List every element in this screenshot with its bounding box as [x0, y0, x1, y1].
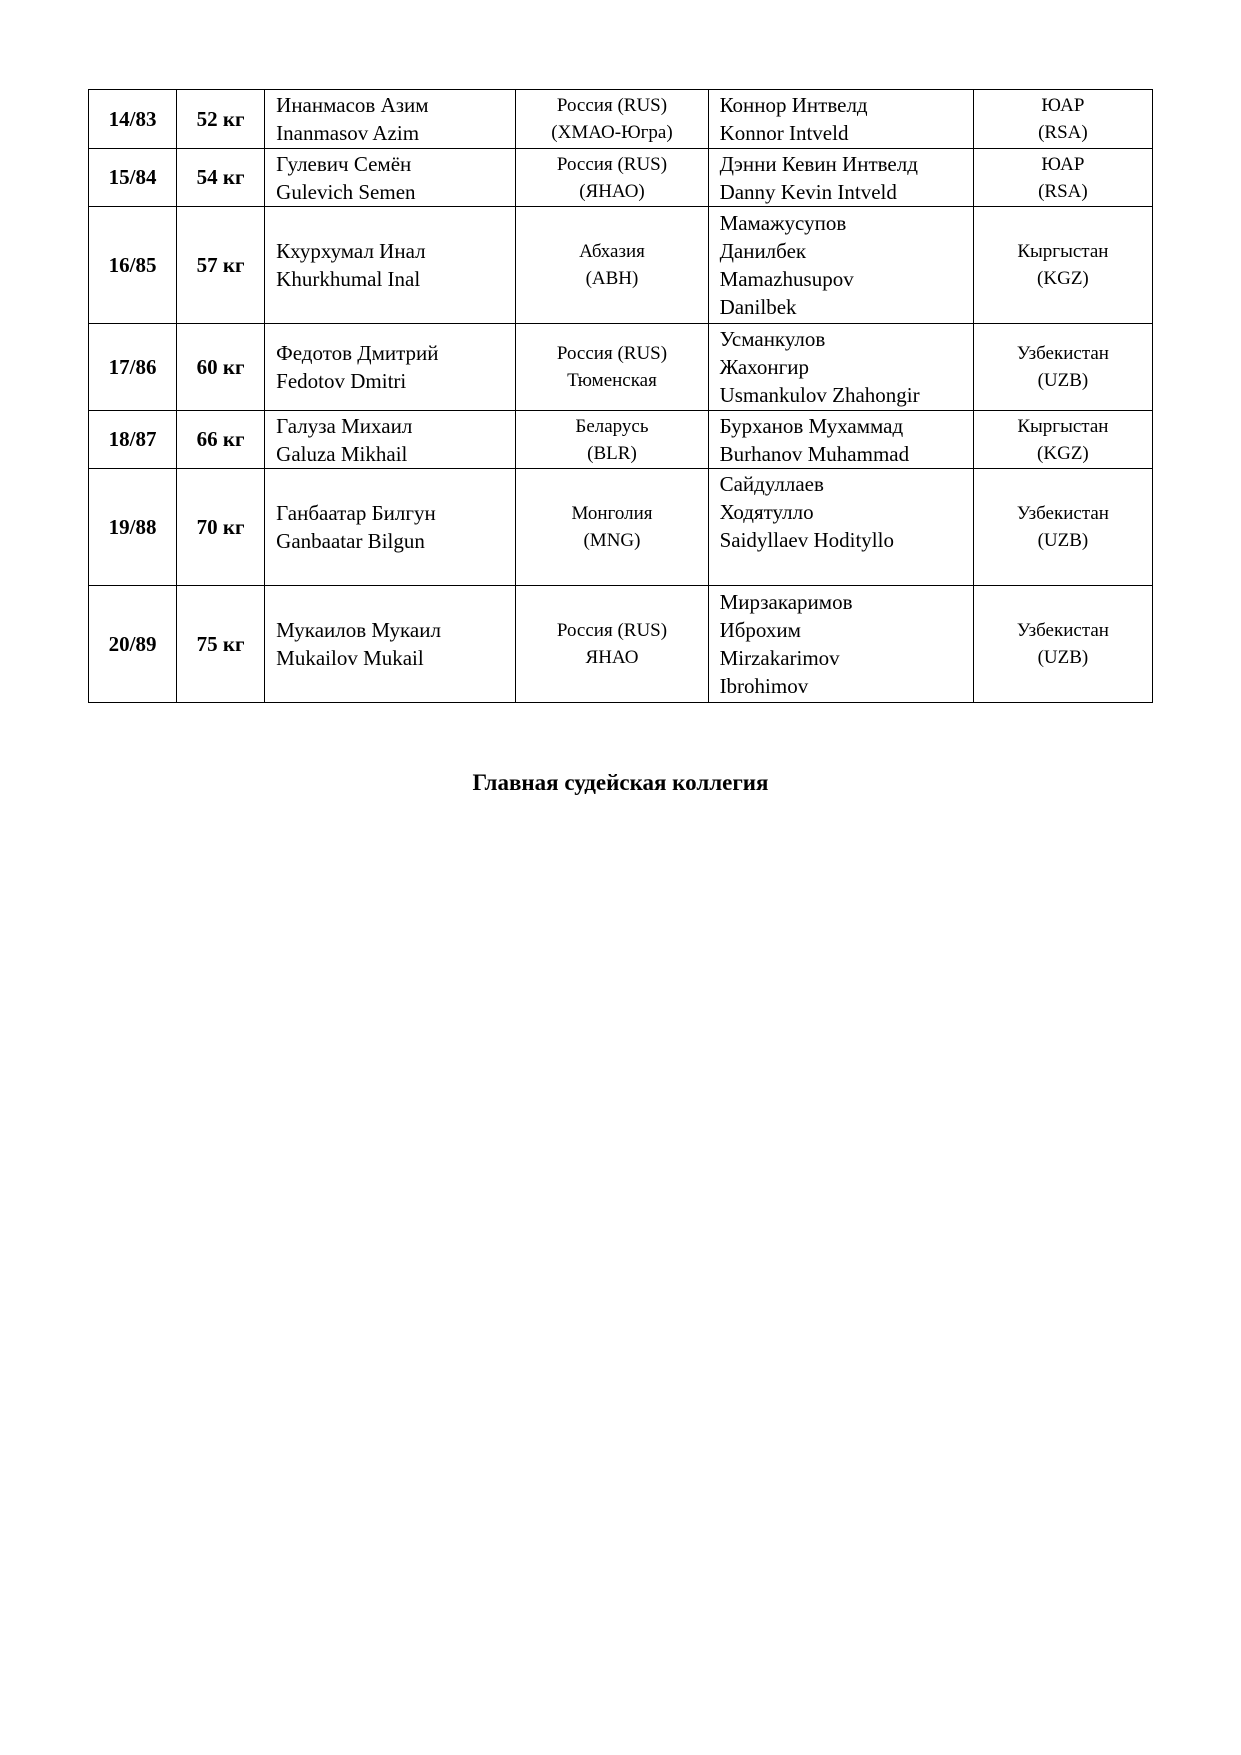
bout-row	[89, 149, 1153, 207]
weight-class: 54 кг	[177, 149, 265, 207]
bout-row	[89, 90, 1153, 149]
red-athlete-team: Абхазия (ABH)	[516, 207, 708, 324]
red-athlete-name: Кхурхумал Инал Khurkhumal Inal	[265, 207, 516, 324]
blue-athlete-name: Коннор Интвелд Konnor Intveld	[708, 90, 973, 149]
weight-class: 66 кг	[177, 411, 265, 469]
blue-athlete-name: Усманкулов Жахонгир Usmankulov Zhahongir	[708, 324, 973, 411]
weight-class: 57 кг	[177, 207, 265, 324]
bout-row	[89, 207, 1153, 324]
blue-athlete-name: Дэнни Кевин Интвелд Danny Kevin Intveld	[708, 149, 973, 207]
bouts-table	[88, 89, 1153, 703]
weight-class: 52 кг	[177, 90, 265, 149]
bout-row	[89, 411, 1153, 469]
blue-athlete-team: ЮАР (RSA)	[973, 90, 1152, 149]
red-athlete-team: Россия (RUS) (ХМАО-Югра)	[516, 90, 708, 149]
bout-number: 17/86	[89, 324, 177, 411]
red-athlete-name: Гулевич Семён Gulevich Semen	[265, 149, 516, 207]
blue-athlete-team: Кыргыстан (KGZ)	[973, 411, 1152, 469]
bout-row	[89, 469, 1153, 586]
red-athlete-name: Мукаилов Мукаил Mukailov Mukail	[265, 586, 516, 703]
bout-number: 14/83	[89, 90, 177, 149]
blue-athlete-name: Сайдуллаев Ходятулло Saidyllaev Hodityllo	[708, 469, 973, 586]
red-athlete-team: Беларусь (BLR)	[516, 411, 708, 469]
red-athlete-name: Инанмасов Азим Inanmasov Azim	[265, 90, 516, 149]
bout-number: 16/85	[89, 207, 177, 324]
blue-athlete-team: Кыргыстан (KGZ)	[973, 207, 1152, 324]
weight-class: 75 кг	[177, 586, 265, 703]
blue-athlete-team: Узбекистан (UZB)	[973, 324, 1152, 411]
red-athlete-name: Федотов Дмитрий Fedotov Dmitri	[265, 324, 516, 411]
red-athlete-name: Галуза Михаил Galuza Mikhail	[265, 411, 516, 469]
blue-athlete-name: Бурханов Мухаммад Burhanov Muhammad	[708, 411, 973, 469]
blue-athlete-team: Узбекистан (UZB)	[973, 469, 1152, 586]
judging-panel-title: Главная судейская коллегия	[472, 770, 769, 795]
bout-row	[89, 586, 1153, 703]
red-athlete-team: Россия (RUS) (ЯНАО)	[516, 149, 708, 207]
blue-athlete-name: Мирзакаримов Иброхим Mirzakarimov Ibrohimov	[708, 586, 973, 703]
red-athlete-name: Ганбаатар Билгун Ganbaatar Bilgun	[265, 469, 516, 586]
blue-athlete-team: Узбекистан (UZB)	[973, 586, 1152, 703]
bout-number: 20/89	[89, 586, 177, 703]
bout-number: 18/87	[89, 411, 177, 469]
weight-class: 70 кг	[177, 469, 265, 586]
blue-athlete-name: Мамажусупов Данилбек Mamazhusupov Danilbek	[708, 207, 973, 324]
weight-class: 60 кг	[177, 324, 265, 411]
bout-number: 19/88	[89, 469, 177, 586]
red-athlete-team: Монголия (MNG)	[516, 469, 708, 586]
bout-row	[89, 324, 1153, 411]
red-athlete-team: Россия (RUS) ЯНАО	[516, 586, 708, 703]
red-athlete-team: Россия (RUS) Тюменская	[516, 324, 708, 411]
blue-athlete-team: ЮАР (RSA)	[973, 149, 1152, 207]
bout-number: 15/84	[89, 149, 177, 207]
